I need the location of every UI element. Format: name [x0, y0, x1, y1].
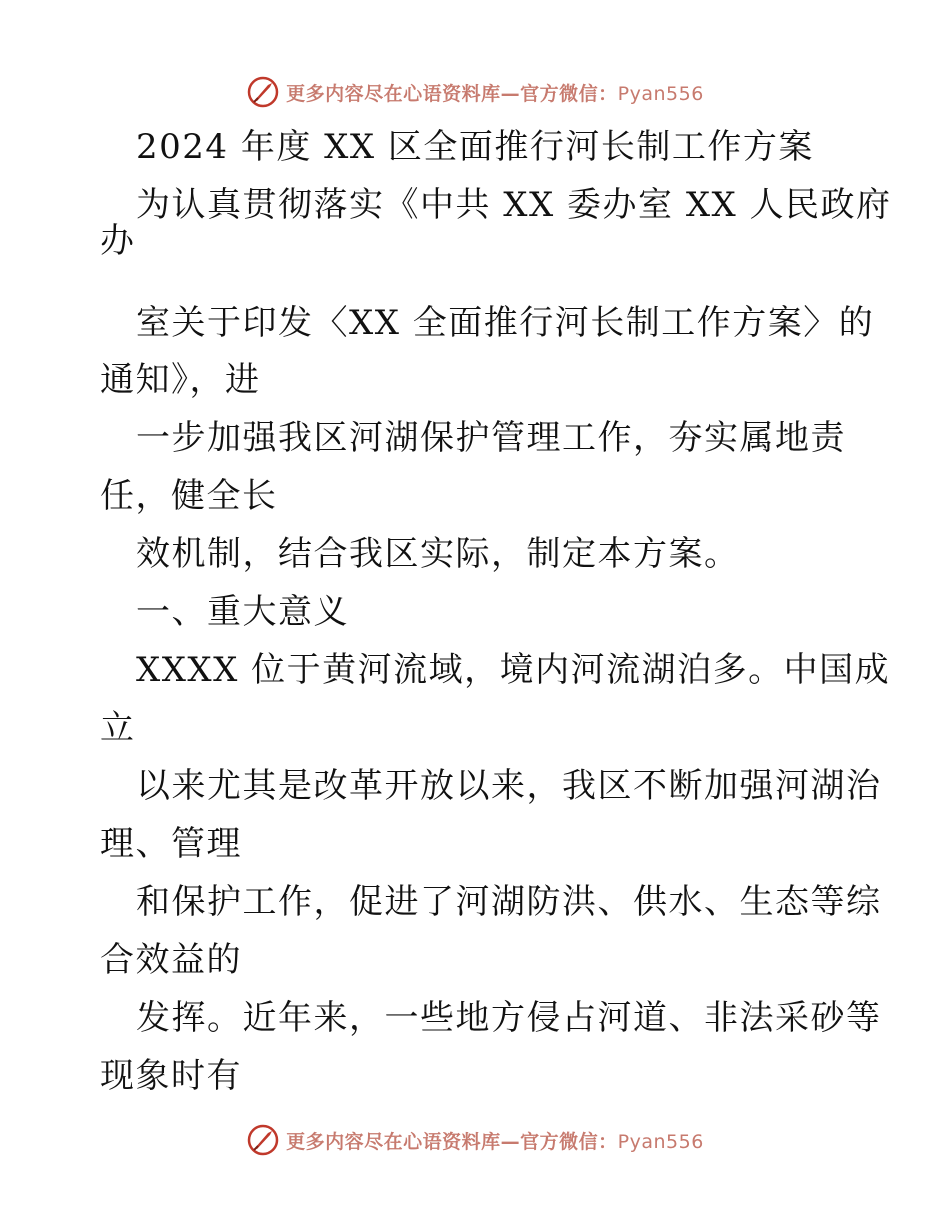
paragraph-line: 现象时有	[100, 1056, 242, 1096]
paragraph-line: 以来尤其是改革开放以来，我区不断加强河湖治	[136, 766, 882, 806]
watermark-text-latin: Pyan556	[617, 82, 704, 105]
watermark-header	[0, 70, 950, 114]
section-heading: 一、重大意义	[136, 592, 349, 632]
watermark-text-cn: 更多内容尽在心语资料库—官方微信：	[286, 82, 618, 105]
watermark-text	[286, 79, 704, 106]
watermark-text-cn: 更多内容尽在心语资料库—官方微信：	[286, 1130, 618, 1153]
paragraph-line: 为认真贯彻落实《中共 XX 委办室 XX 人民政府	[136, 185, 892, 225]
watermark-footer	[0, 1118, 950, 1162]
quill-pen-icon	[246, 75, 280, 109]
paragraph-line: XXXX 位于黄河流域，境内河流湖泊多。中国成	[136, 650, 891, 690]
paragraph-line: 效机制，结合我区实际，制定本方案。	[136, 534, 740, 574]
quill-pen-icon	[246, 1123, 280, 1157]
paragraph-line: 和保护工作，促进了河湖防洪、供水、生态等综	[136, 882, 882, 922]
paragraph-line: 立	[100, 708, 136, 748]
paragraph-line: 合效益的	[100, 940, 242, 980]
document-title: 2024 年度 XX 区全面推行河长制工作方案	[136, 127, 814, 167]
paragraph-line: 任，健全长	[100, 476, 278, 516]
paragraph-line: 通知》，进	[100, 360, 261, 400]
paragraph-line: 一步加强我区河湖保护管理工作，夯实属地责	[136, 418, 846, 458]
watermark-text	[286, 1127, 704, 1154]
paragraph-line: 办	[100, 221, 136, 261]
paragraph-line: 理、管理	[100, 824, 242, 864]
paragraph-line: 发挥。近年来，一些地方侵占河道、非法采砂等	[136, 998, 882, 1038]
watermark-text-latin: Pyan556	[617, 1130, 704, 1153]
paragraph-line: 室关于印发〈XX 全面推行河长制工作方案〉的	[136, 303, 875, 343]
